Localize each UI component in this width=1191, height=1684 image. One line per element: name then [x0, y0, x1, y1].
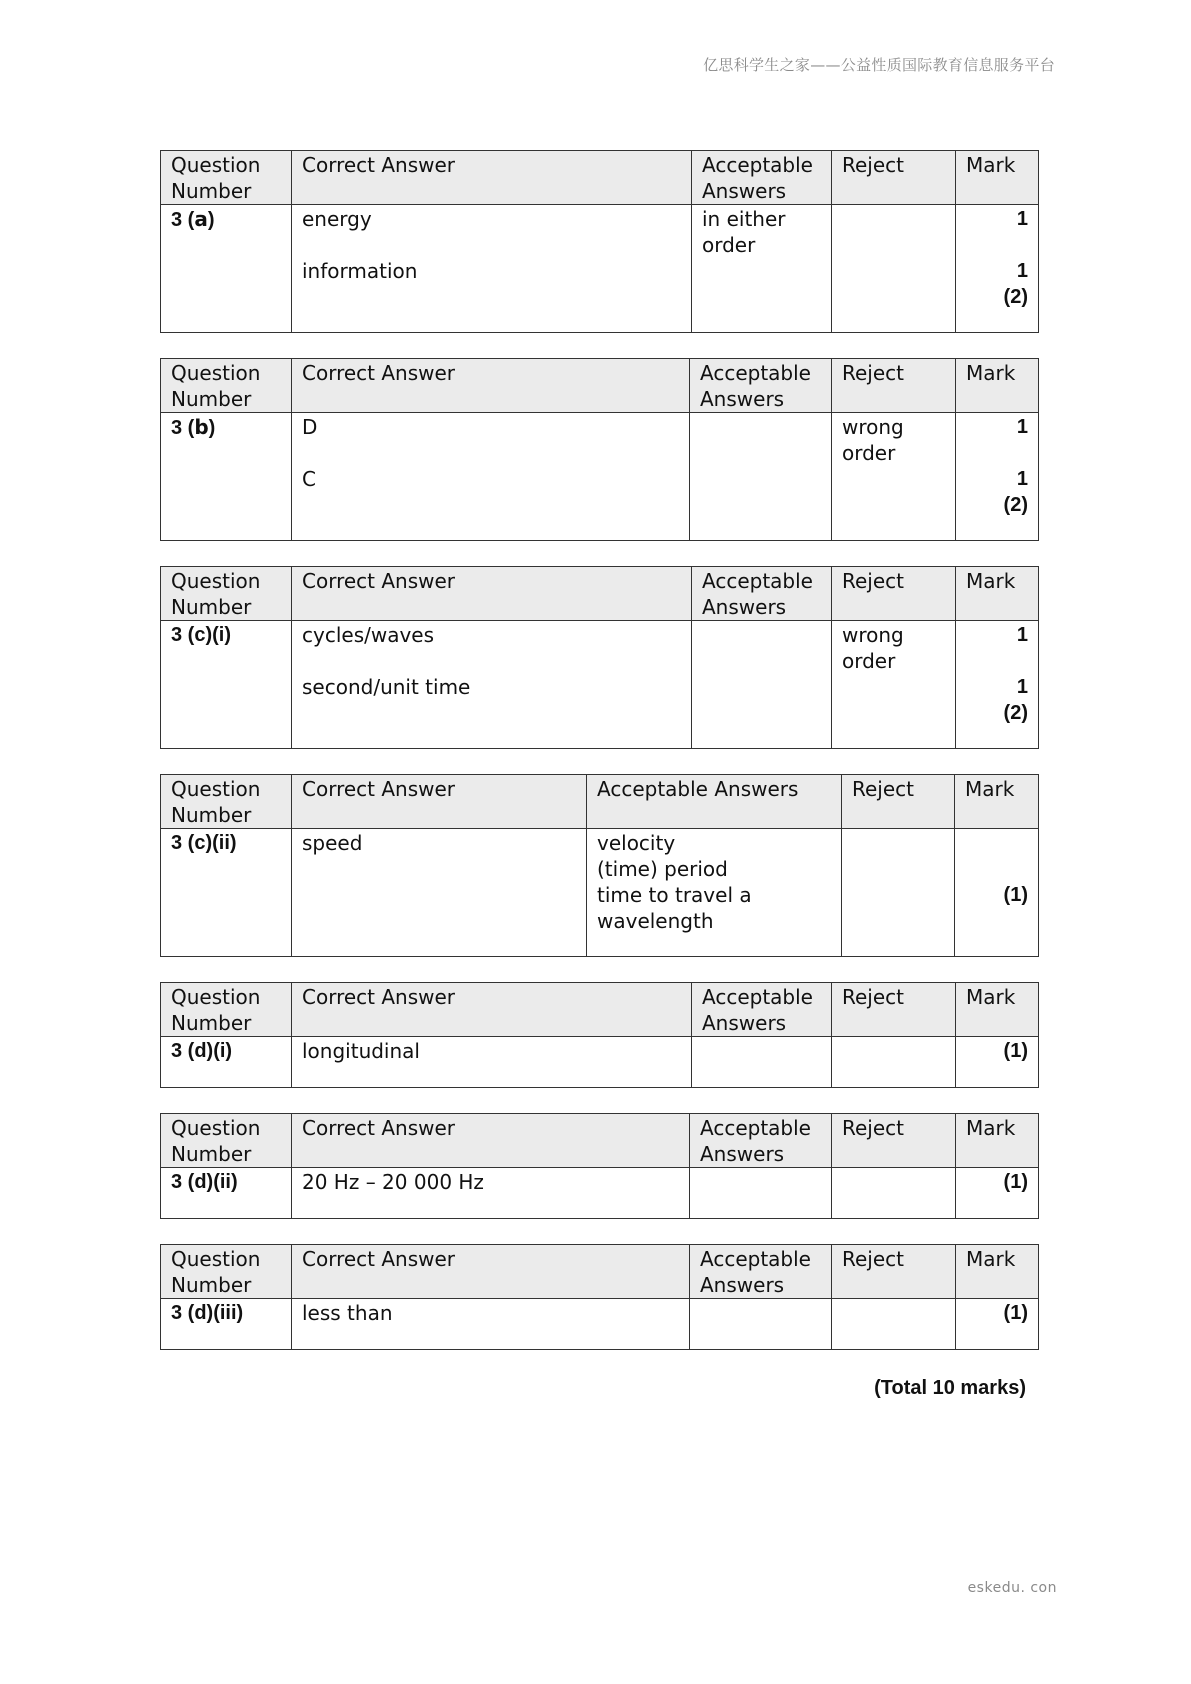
header-acceptable-answers: Acceptable Answers — [690, 359, 832, 413]
header-mark: Mark — [955, 775, 1039, 829]
reject-cell — [842, 829, 955, 957]
header-reject: Reject — [832, 1245, 956, 1299]
table-header-row — [161, 567, 1039, 621]
header-question-number: Question Number — [161, 1245, 292, 1299]
mark-cell: (1) — [956, 1037, 1039, 1088]
table-row — [161, 1037, 1039, 1088]
header-reject: Reject — [842, 775, 955, 829]
table-row — [161, 413, 1039, 541]
header-correct-answer: Correct Answer — [292, 775, 587, 829]
table-row — [161, 1299, 1039, 1350]
mark-cell: 1 1 (2) — [956, 413, 1039, 541]
header-mark: Mark — [956, 359, 1039, 413]
mark-table-3a — [160, 150, 1039, 333]
header-correct-answer: Correct Answer — [292, 983, 692, 1037]
table-row — [161, 829, 1039, 957]
question-number: 3 (c)(i) — [161, 621, 292, 749]
mark-table-3dii — [160, 1113, 1039, 1219]
header-acceptable-answers: Acceptable Answers — [690, 1114, 832, 1168]
correct-answer: 20 Hz – 20 000 Hz — [292, 1168, 690, 1219]
correct-answer: speed — [292, 829, 587, 957]
header-reject: Reject — [832, 359, 956, 413]
header-acceptable-answers: Acceptable Answers — [587, 775, 842, 829]
acceptable-answers — [690, 1168, 832, 1219]
mark-cell: (1) — [956, 1299, 1039, 1350]
reject-cell — [832, 205, 956, 333]
header-mark: Mark — [956, 983, 1039, 1037]
question-number: 3 (b) — [161, 413, 292, 541]
header-question-number: Question Number — [161, 1114, 292, 1168]
header-correct-answer: Correct Answer — [292, 151, 692, 205]
table-header-row — [161, 151, 1039, 205]
header-mark: Mark — [956, 151, 1039, 205]
header-question-number: Question Number — [161, 775, 292, 829]
mark-table-3cii — [160, 774, 1039, 957]
table-header-row — [161, 1245, 1039, 1299]
header-mark: Mark — [956, 1245, 1039, 1299]
header-reject: Reject — [832, 567, 956, 621]
table-row — [161, 205, 1039, 333]
reject-cell — [832, 1037, 956, 1088]
question-number: 3 (c)(ii) — [161, 829, 292, 957]
mark-table-3di — [160, 982, 1039, 1088]
reject-cell: wrong order — [832, 621, 956, 749]
reject-cell — [832, 1299, 956, 1350]
table-header-row — [161, 359, 1039, 413]
header-mark: Mark — [956, 1114, 1039, 1168]
header-acceptable-answers: Acceptable Answers — [690, 1245, 832, 1299]
reject-cell: wrong order — [832, 413, 956, 541]
correct-answer: cycles/waves second/unit time — [292, 621, 692, 749]
header-question-number: Question Number — [161, 567, 292, 621]
header-correct-answer: Correct Answer — [292, 359, 690, 413]
header-question-number: Question Number — [161, 359, 292, 413]
table-header-row — [161, 775, 1039, 829]
table-row — [161, 621, 1039, 749]
question-number: 3 (a) — [161, 205, 292, 333]
reject-cell — [832, 1168, 956, 1219]
page-footer: eskedu. con — [967, 1580, 1057, 1596]
acceptable-answers: velocity (time) period time to travel a wavelength — [587, 829, 842, 957]
header-question-number: Question Number — [161, 151, 292, 205]
table-row — [161, 1168, 1039, 1219]
question-number: 3 (d)(iii) — [161, 1299, 292, 1350]
header-reject: Reject — [832, 983, 956, 1037]
mark-table-3diii — [160, 1244, 1039, 1350]
total-marks: (Total 10 marks) — [874, 1377, 1026, 1399]
header-acceptable-answers: Acceptable Answers — [692, 567, 832, 621]
header-reject: Reject — [832, 1114, 956, 1168]
header-question-number: Question Number — [161, 983, 292, 1037]
question-number: 3 (d)(i) — [161, 1037, 292, 1088]
question-number: 3 (d)(ii) — [161, 1168, 292, 1219]
mark-table-3ci — [160, 566, 1039, 749]
mark-table-3b — [160, 358, 1039, 541]
table-header-row — [161, 983, 1039, 1037]
mark-cell: (1) — [955, 829, 1039, 957]
correct-answer: longitudinal — [292, 1037, 692, 1088]
acceptable-answers — [690, 1299, 832, 1350]
header-correct-answer: Correct Answer — [292, 1114, 690, 1168]
correct-answer: D C — [292, 413, 690, 541]
acceptable-answers — [692, 621, 832, 749]
header-acceptable-answers: Acceptable Answers — [692, 983, 832, 1037]
header-correct-answer: Correct Answer — [292, 1245, 690, 1299]
acceptable-answers — [692, 1037, 832, 1088]
table-header-row — [161, 1114, 1039, 1168]
header-reject: Reject — [832, 151, 956, 205]
correct-answer: less than — [292, 1299, 690, 1350]
header-correct-answer: Correct Answer — [292, 567, 692, 621]
mark-cell: 1 1 (2) — [956, 205, 1039, 333]
acceptable-answers: in either order — [692, 205, 832, 333]
header-mark: Mark — [956, 567, 1039, 621]
header-acceptable-answers: Acceptable Answers — [692, 151, 832, 205]
acceptable-answers — [690, 413, 832, 541]
mark-cell: (1) — [956, 1168, 1039, 1219]
correct-answer: energy information — [292, 205, 692, 333]
page-header: 亿思科学生之家——公益性质国际教育信息服务平台 — [703, 56, 1055, 74]
mark-cell: 1 1 (2) — [956, 621, 1039, 749]
